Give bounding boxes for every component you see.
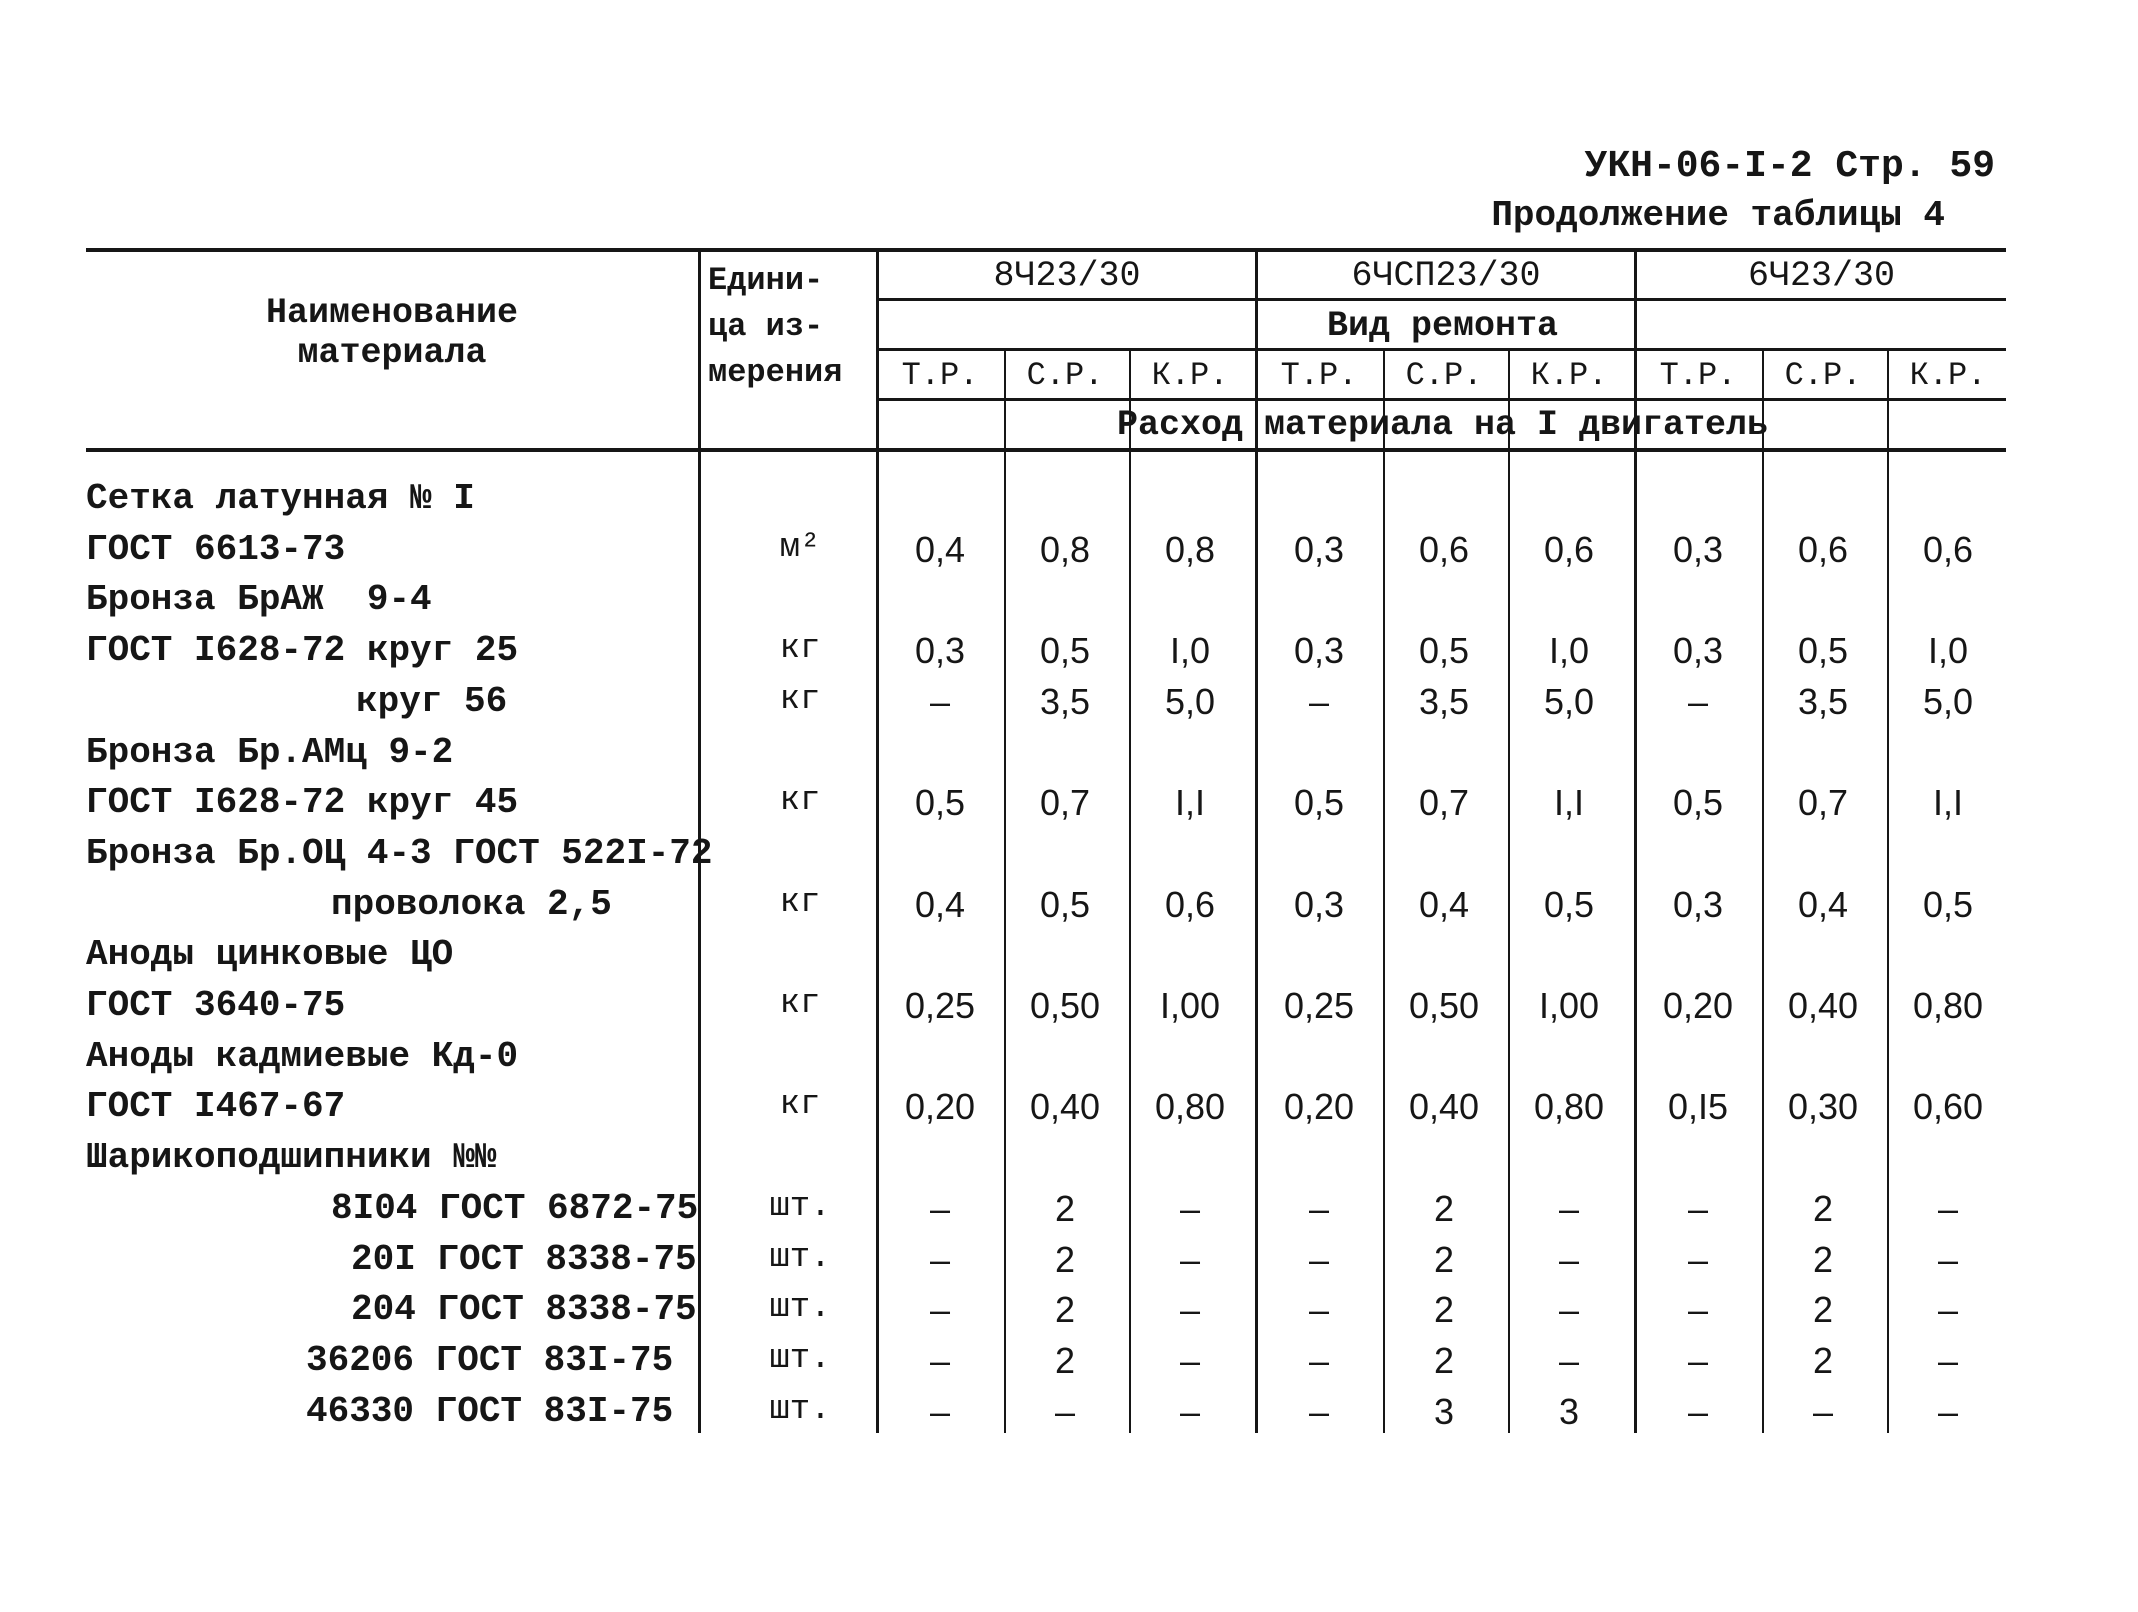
unit-cell: кг [779, 630, 821, 669]
consumption-value: – [929, 1390, 951, 1432]
document-code: УКН-06-I-2 Стр. 59 [1584, 145, 1995, 188]
repair-type-label: С.Р. [1405, 357, 1483, 394]
consumption-value: – [1179, 1187, 1201, 1229]
consumption-value: – [1558, 1339, 1580, 1381]
material-name-line: Бронза Бр.АМц 9-2 [86, 731, 454, 773]
unit-cell: шт. [769, 1289, 831, 1328]
unit-cell: кг [779, 985, 821, 1023]
consumption-value: 0,5 [1797, 630, 1849, 672]
consumption-value: 2 [1054, 1238, 1076, 1280]
consumption-value: 0,50 [1408, 985, 1480, 1026]
consumption-value: – [1687, 1187, 1709, 1229]
materials-table [86, 248, 2006, 1433]
consumption-value: I,00 [1538, 985, 1600, 1026]
consumption-value: – [1937, 1187, 1959, 1229]
consumption-value: 0,25 [1283, 985, 1355, 1026]
consumption-value: 2 [1433, 1339, 1455, 1381]
consumption-value: 0,3 [1672, 630, 1724, 672]
consumption-value: 0,5 [1293, 782, 1345, 824]
repair-type-header: Вид ремонта [1326, 306, 1559, 346]
consumption-value: 3,5 [1797, 680, 1849, 722]
consumption-value: 2 [1054, 1289, 1076, 1331]
repair-type-label: К.Р. [1530, 357, 1608, 394]
material-name-line: 204 ГОСТ 8338-75 [351, 1289, 697, 1331]
material-name-line: ГОСТ I628-72 круг 25 [86, 630, 519, 672]
consumption-value: 3,5 [1418, 680, 1470, 722]
consumption-value: 0,80 [1912, 985, 1984, 1026]
consumption-value: 0,5 [1418, 630, 1470, 672]
consumption-value: 0,25 [904, 985, 976, 1026]
consumption-value: – [1308, 1339, 1330, 1381]
consumption-value: 2 [1812, 1238, 1834, 1280]
repair-type-label: С.Р. [1026, 357, 1104, 394]
repair-type-label: К.Р. [1909, 357, 1987, 394]
consumption-value: – [1687, 1238, 1709, 1280]
consumption-value: I,I [1174, 782, 1205, 824]
unit-header-line-3: мерения [708, 354, 843, 391]
consumption-value: – [1937, 1238, 1959, 1280]
unit-cell: шт. [769, 1187, 831, 1226]
consumption-value: 0,7 [1039, 782, 1091, 824]
consumption-value: I,0 [1927, 630, 1969, 672]
consumption-value: – [1179, 1339, 1201, 1381]
consumption-value: 0,5 [1039, 883, 1091, 925]
consumption-value: – [1558, 1289, 1580, 1331]
consumption-value: 3,5 [1039, 680, 1091, 722]
consumption-value: – [1054, 1390, 1076, 1432]
repair-type-label: Т.Р. [901, 357, 979, 394]
consumption-value: – [1558, 1238, 1580, 1280]
consumption-value: – [1308, 1238, 1330, 1280]
consumption-value: 0,20 [904, 1086, 976, 1128]
consumption-value: – [1937, 1339, 1959, 1381]
consumption-value: 0,5 [914, 782, 966, 824]
consumption-value: – [1687, 1289, 1709, 1331]
consumption-value: 0,50 [1029, 985, 1101, 1026]
material-name-line: 8I04 ГОСТ 6872-75 [331, 1187, 699, 1229]
consumption-value: – [1179, 1289, 1201, 1331]
material-name-line: 46330 ГОСТ 83I-75 [306, 1390, 674, 1432]
consumption-value: I,I [1553, 782, 1584, 824]
consumption-value: – [1937, 1289, 1959, 1331]
consumption-value: 0,6 [1797, 528, 1849, 570]
repair-type-label: Т.Р. [1280, 357, 1358, 394]
material-name-line: Шарикоподшипники №№ [86, 1137, 497, 1179]
material-name-line: Аноды кадмиевые Кд-0 [86, 1035, 519, 1077]
consumption-value: 2 [1054, 1187, 1076, 1229]
consumption-value: I,I [1932, 782, 1963, 824]
unit-cell: шт. [769, 1339, 831, 1378]
consumption-value: 0,30 [1787, 1086, 1859, 1128]
consumption-value: 0,80 [1154, 1086, 1226, 1128]
repair-cols-rule [876, 398, 2006, 401]
repair-type-label: С.Р. [1784, 357, 1862, 394]
unit-cell: кг [779, 782, 821, 821]
unit-header-line-2: ца из- [708, 308, 824, 345]
material-name-line: ГОСТ 6613-73 [86, 528, 346, 570]
consumption-value: 0,60 [1912, 1086, 1984, 1128]
consumption-value: 5,0 [1164, 680, 1216, 722]
material-name-header [86, 293, 698, 373]
consumption-value: – [929, 1187, 951, 1229]
repair-type-label: К.Р. [1151, 357, 1229, 394]
consumption-value: 2 [1812, 1339, 1834, 1381]
consumption-value: 0,8 [1039, 528, 1091, 570]
consumption-value: 5,0 [1922, 680, 1974, 722]
consumption-value: 0,4 [1797, 883, 1849, 925]
consumption-value: 0,6 [1164, 883, 1216, 925]
material-name-line: 20I ГОСТ 8338-75 [351, 1238, 697, 1280]
consumption-value: 2 [1433, 1187, 1455, 1229]
consumption-value: – [1937, 1390, 1959, 1432]
consumption-value: 0,40 [1408, 1086, 1480, 1128]
consumption-value: 0,3 [1293, 528, 1345, 570]
consumption-value: 0,5 [1039, 630, 1091, 672]
unit-cell: шт. [769, 1390, 831, 1429]
consumption-value: 0,3 [914, 630, 966, 672]
consumption-value: – [1308, 1289, 1330, 1331]
consumption-value: 2 [1812, 1187, 1834, 1229]
consumption-value: 0,6 [1543, 528, 1595, 570]
consumption-value: 0,I5 [1667, 1086, 1729, 1128]
consumption-value: 0,40 [1787, 985, 1859, 1026]
consumption-value: 0,20 [1662, 985, 1734, 1026]
consumption-value: – [1558, 1187, 1580, 1229]
engine-header-2: 6ЧСП23/30 [1351, 256, 1541, 296]
repair-type-row-rule [876, 348, 2006, 351]
consumption-value: – [1687, 1390, 1709, 1432]
consumption-value: 0,3 [1293, 883, 1345, 925]
unit-header [708, 258, 876, 396]
header-bottom-rule [86, 448, 2006, 452]
consumption-value: I,0 [1169, 630, 1211, 672]
consumption-value: 3 [1558, 1390, 1580, 1432]
material-name-line: круг 56 [356, 680, 508, 722]
consumption-value: 0,4 [1418, 883, 1470, 925]
consumption-value: – [1308, 1187, 1330, 1229]
material-name-line: Бронза Бр.ОЦ 4-3 ГОСТ 522I-72 [86, 832, 713, 874]
consumption-value: – [1179, 1238, 1201, 1280]
unit-cell: м² [779, 528, 821, 567]
consumption-value: 5,0 [1543, 680, 1595, 722]
unit-cell: кг [779, 883, 821, 922]
material-name-line: ГОСТ I467-67 [86, 1086, 346, 1128]
consumption-value: 0,6 [1418, 528, 1470, 570]
consumption-value: 0,5 [1543, 883, 1595, 925]
consumption-value: 0,3 [1293, 630, 1345, 672]
consumption-value: 0,3 [1672, 528, 1724, 570]
unit-cell: шт. [769, 1238, 831, 1277]
consumption-value: – [1179, 1390, 1201, 1432]
material-name-line: ГОСТ I628-72 круг 45 [86, 782, 519, 824]
table-continuation-label: Продолжение таблицы 4 [1491, 195, 1945, 236]
unit-cell: кг [779, 680, 821, 719]
material-name-line: проволока 2,5 [331, 883, 612, 925]
consumption-value: 2 [1812, 1289, 1834, 1331]
consumption-value: 3 [1433, 1390, 1455, 1432]
consumption-value: 0,7 [1797, 782, 1849, 824]
material-name-line: 36206 ГОСТ 83I-75 [306, 1339, 674, 1381]
consumption-value: – [1687, 1339, 1709, 1381]
consumption-value: 0,3 [1672, 883, 1724, 925]
consumption-value: – [929, 1238, 951, 1280]
material-name-line: Бронза БрАЖ 9-4 [86, 579, 432, 621]
unit-cell: кг [779, 1086, 821, 1125]
consumption-value: 0,20 [1283, 1086, 1355, 1128]
top-rule [86, 248, 2006, 252]
material-name-line: Сетка латунная № I [86, 478, 475, 519]
repair-type-label: Т.Р. [1659, 357, 1737, 394]
consumption-value: I,0 [1548, 630, 1590, 672]
consumption-value: – [1308, 680, 1330, 722]
engine-header-1: 8Ч23/30 [993, 256, 1141, 296]
consumption-value: – [1308, 1390, 1330, 1432]
consumption-value: 2 [1433, 1289, 1455, 1331]
consumption-value: – [929, 1339, 951, 1381]
consumption-value: 0,5 [1922, 883, 1974, 925]
consumption-value: 0,4 [914, 883, 966, 925]
consumption-value: 0,80 [1533, 1086, 1605, 1128]
material-name-header-line-2: материала [297, 333, 487, 373]
consumption-value: – [929, 1289, 951, 1331]
engine-row-rule [876, 298, 2006, 301]
consumption-value: 0,8 [1164, 528, 1216, 570]
material-name-line: Аноды цинковые ЦО [86, 934, 454, 976]
engine-header-3: 6Ч23/30 [1747, 256, 1896, 296]
consumption-value: 2 [1054, 1339, 1076, 1381]
consumption-value: – [929, 680, 951, 722]
consumption-value: 0,40 [1029, 1086, 1101, 1128]
consumption-value: 0,7 [1418, 782, 1470, 824]
material-name-line: ГОСТ 3640-75 [86, 985, 346, 1026]
consumption-value: I,00 [1159, 985, 1221, 1026]
consumption-value: 0,4 [914, 528, 966, 570]
consumption-value: 2 [1433, 1238, 1455, 1280]
material-name-header-line-1: Наименование [265, 293, 519, 333]
consumption-value: 0,6 [1922, 528, 1974, 570]
unit-header-line-1: Едини- [708, 262, 824, 299]
consumption-value: – [1812, 1390, 1834, 1432]
consumption-value: – [1687, 680, 1709, 722]
consumption-value: 0,5 [1672, 782, 1724, 824]
consumption-header: Расход материала на I двигатель [1116, 405, 1769, 445]
